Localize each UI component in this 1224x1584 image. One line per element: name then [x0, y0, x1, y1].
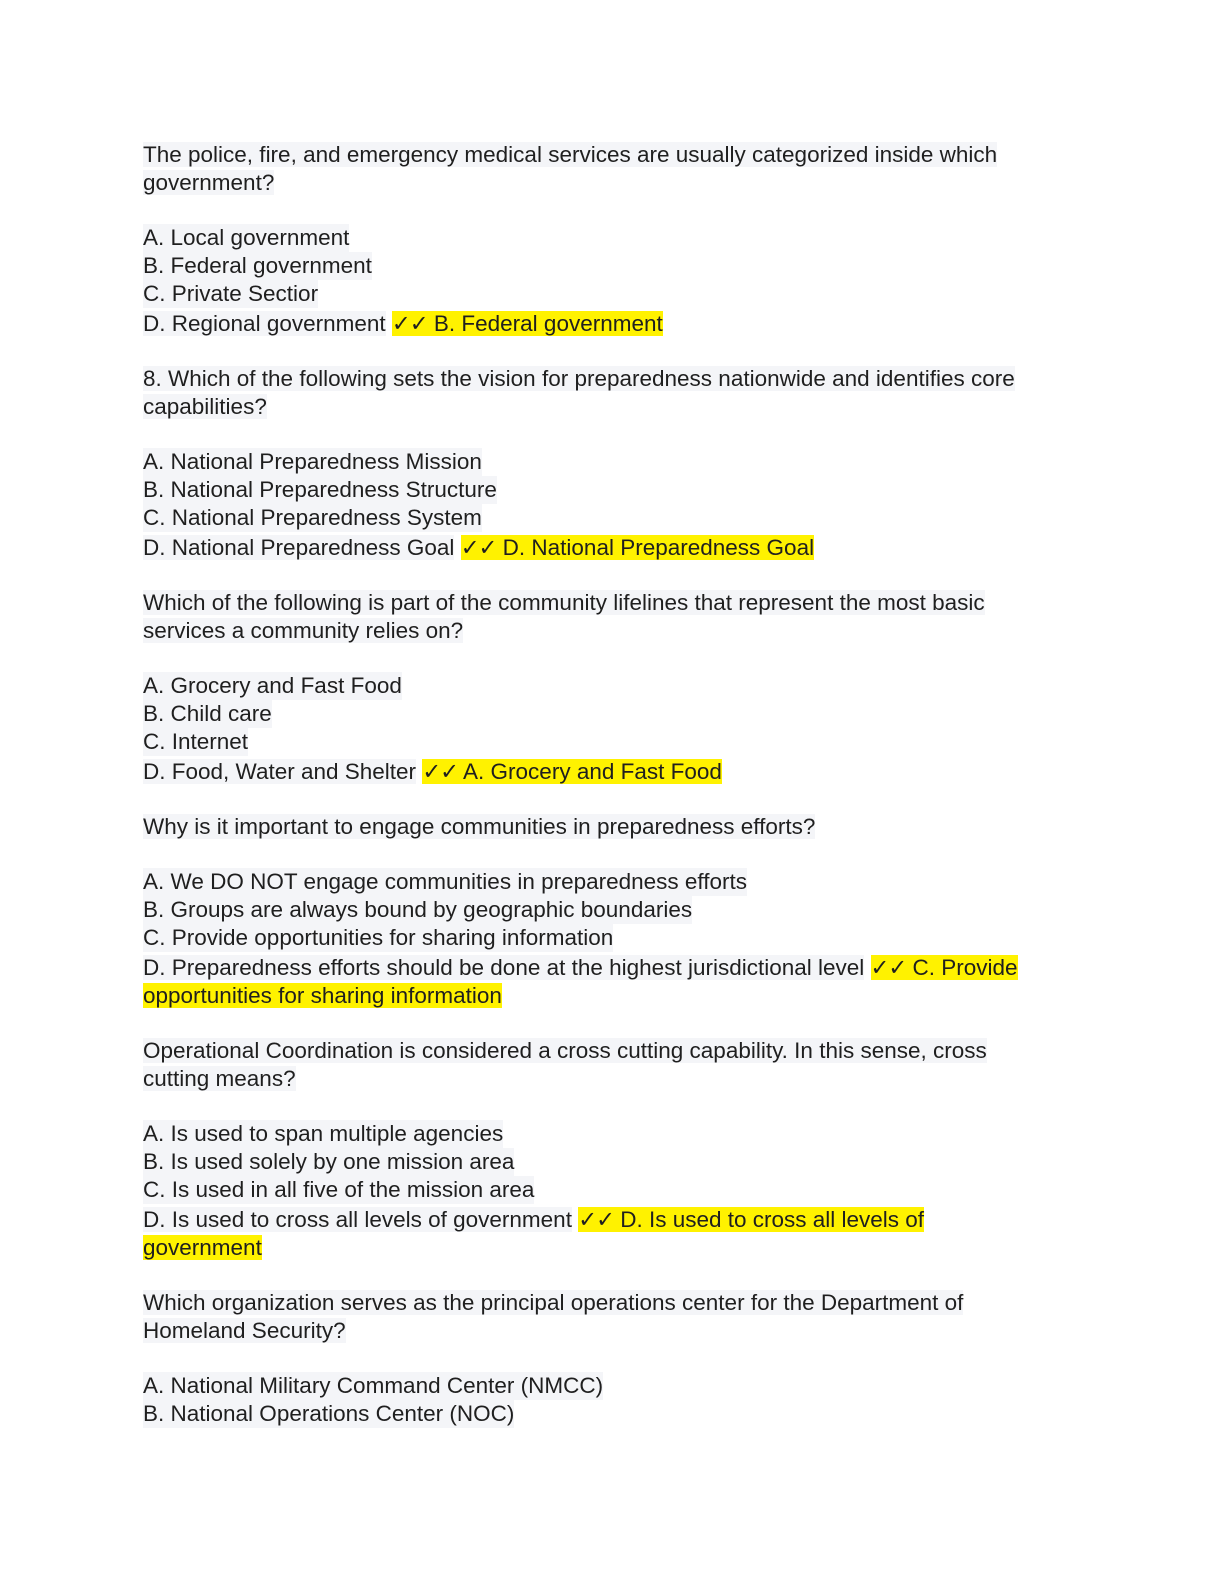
check-icon: ✓✓ — [422, 759, 459, 784]
option-d-with-answer — [143, 310, 1083, 338]
option-a: A. Is used to span multiple agencies — [143, 1121, 504, 1146]
question-line: Operational Coordination is considered a cross cutting capability. In this sense, cross — [143, 1038, 987, 1063]
question-text — [143, 141, 1083, 197]
option-a: A. Grocery and Fast Food — [143, 673, 402, 698]
option-d-with-answer — [143, 1206, 1083, 1262]
option-d-with-answer — [143, 534, 1083, 562]
option-b: B. Federal government — [143, 253, 372, 278]
question-block — [143, 1037, 1083, 1262]
answer-highlight — [871, 955, 1018, 980]
question-text — [143, 1037, 1083, 1093]
option-c: C. Is used in all five of the mission area — [143, 1177, 535, 1202]
question-block — [143, 1289, 1083, 1428]
option-a: A. Local government — [143, 225, 350, 250]
option-a: A. National Preparedness Mission — [143, 449, 482, 474]
option-c: C. National Preparedness System — [143, 505, 482, 530]
option-d: D. Food, Water and Shelter — [143, 759, 417, 784]
option-c: C. Private Sectior — [143, 281, 319, 306]
question-line: government? — [143, 170, 275, 195]
check-icon: ✓✓ — [870, 955, 907, 980]
question-block — [143, 365, 1083, 562]
answer-text-continued: opportunities for sharing information — [143, 983, 502, 1008]
answer-text: C. Provide — [906, 955, 1018, 980]
question-text — [143, 813, 1083, 841]
option-b: B. National Preparedness Structure — [143, 477, 497, 502]
question-line: cutting means? — [143, 1066, 296, 1091]
answer-text: D. National Preparedness Goal — [496, 535, 815, 560]
answer-highlight — [578, 1207, 924, 1232]
question-line: services a community relies on? — [143, 618, 464, 643]
question-line: Which organization serves as the principal operations center for the Department of — [143, 1290, 964, 1315]
option-d-with-answer — [143, 758, 1083, 786]
option-b: B. Child care — [143, 701, 272, 726]
option-b: B. Groups are always bound by geographic boundaries — [143, 897, 693, 922]
check-icon: ✓✓ — [578, 1207, 614, 1232]
question-block — [143, 813, 1083, 1010]
option-b: B. National Operations Center (NOC) — [143, 1401, 515, 1426]
answer-highlight — [392, 311, 663, 336]
option-d-with-answer — [143, 954, 1083, 1010]
option-c: C. Provide opportunities for sharing information — [143, 925, 614, 950]
question-line: Homeland Security? — [143, 1318, 346, 1343]
question-line: Which of the following is part of the community lifelines that represent the most basic — [143, 590, 985, 615]
option-d: D. National Preparedness Goal — [143, 535, 455, 560]
answer-text: D. Is used to cross all levels of — [613, 1207, 925, 1232]
check-icon: ✓✓ — [391, 311, 428, 336]
option-b: B. Is used solely by one mission area — [143, 1149, 515, 1174]
document-page — [143, 141, 1083, 1455]
answer-highlight — [422, 759, 722, 784]
question-block — [143, 589, 1083, 786]
option-a: A. We DO NOT engage communities in preparedness efforts — [143, 869, 748, 894]
option-c: C. Internet — [143, 729, 249, 754]
answer-highlight — [461, 535, 814, 560]
answer-text-continued: government — [143, 1235, 262, 1260]
question-line: 8. Which of the following sets the vision for preparedness nationwide and identifies core — [143, 366, 1015, 391]
question-block — [143, 141, 1083, 338]
question-text — [143, 365, 1083, 421]
option-a: A. National Military Command Center (NMCC) — [143, 1373, 604, 1398]
option-d: D. Regional government — [143, 311, 386, 336]
question-line: capabilities? — [143, 394, 267, 419]
answer-text: A. Grocery and Fast Food — [458, 759, 722, 784]
option-d: D. Preparedness efforts should be done at the highest jurisdictional level — [143, 955, 865, 980]
check-icon: ✓✓ — [460, 535, 497, 560]
answer-text: B. Federal government — [427, 311, 663, 336]
question-text — [143, 1289, 1083, 1345]
question-line: The police, fire, and emergency medical services are usually categorized inside which — [143, 142, 998, 167]
question-line: Why is it important to engage communities in preparedness efforts? — [143, 814, 816, 839]
option-d: D. Is used to cross all levels of government — [143, 1207, 572, 1232]
question-text — [143, 589, 1083, 645]
